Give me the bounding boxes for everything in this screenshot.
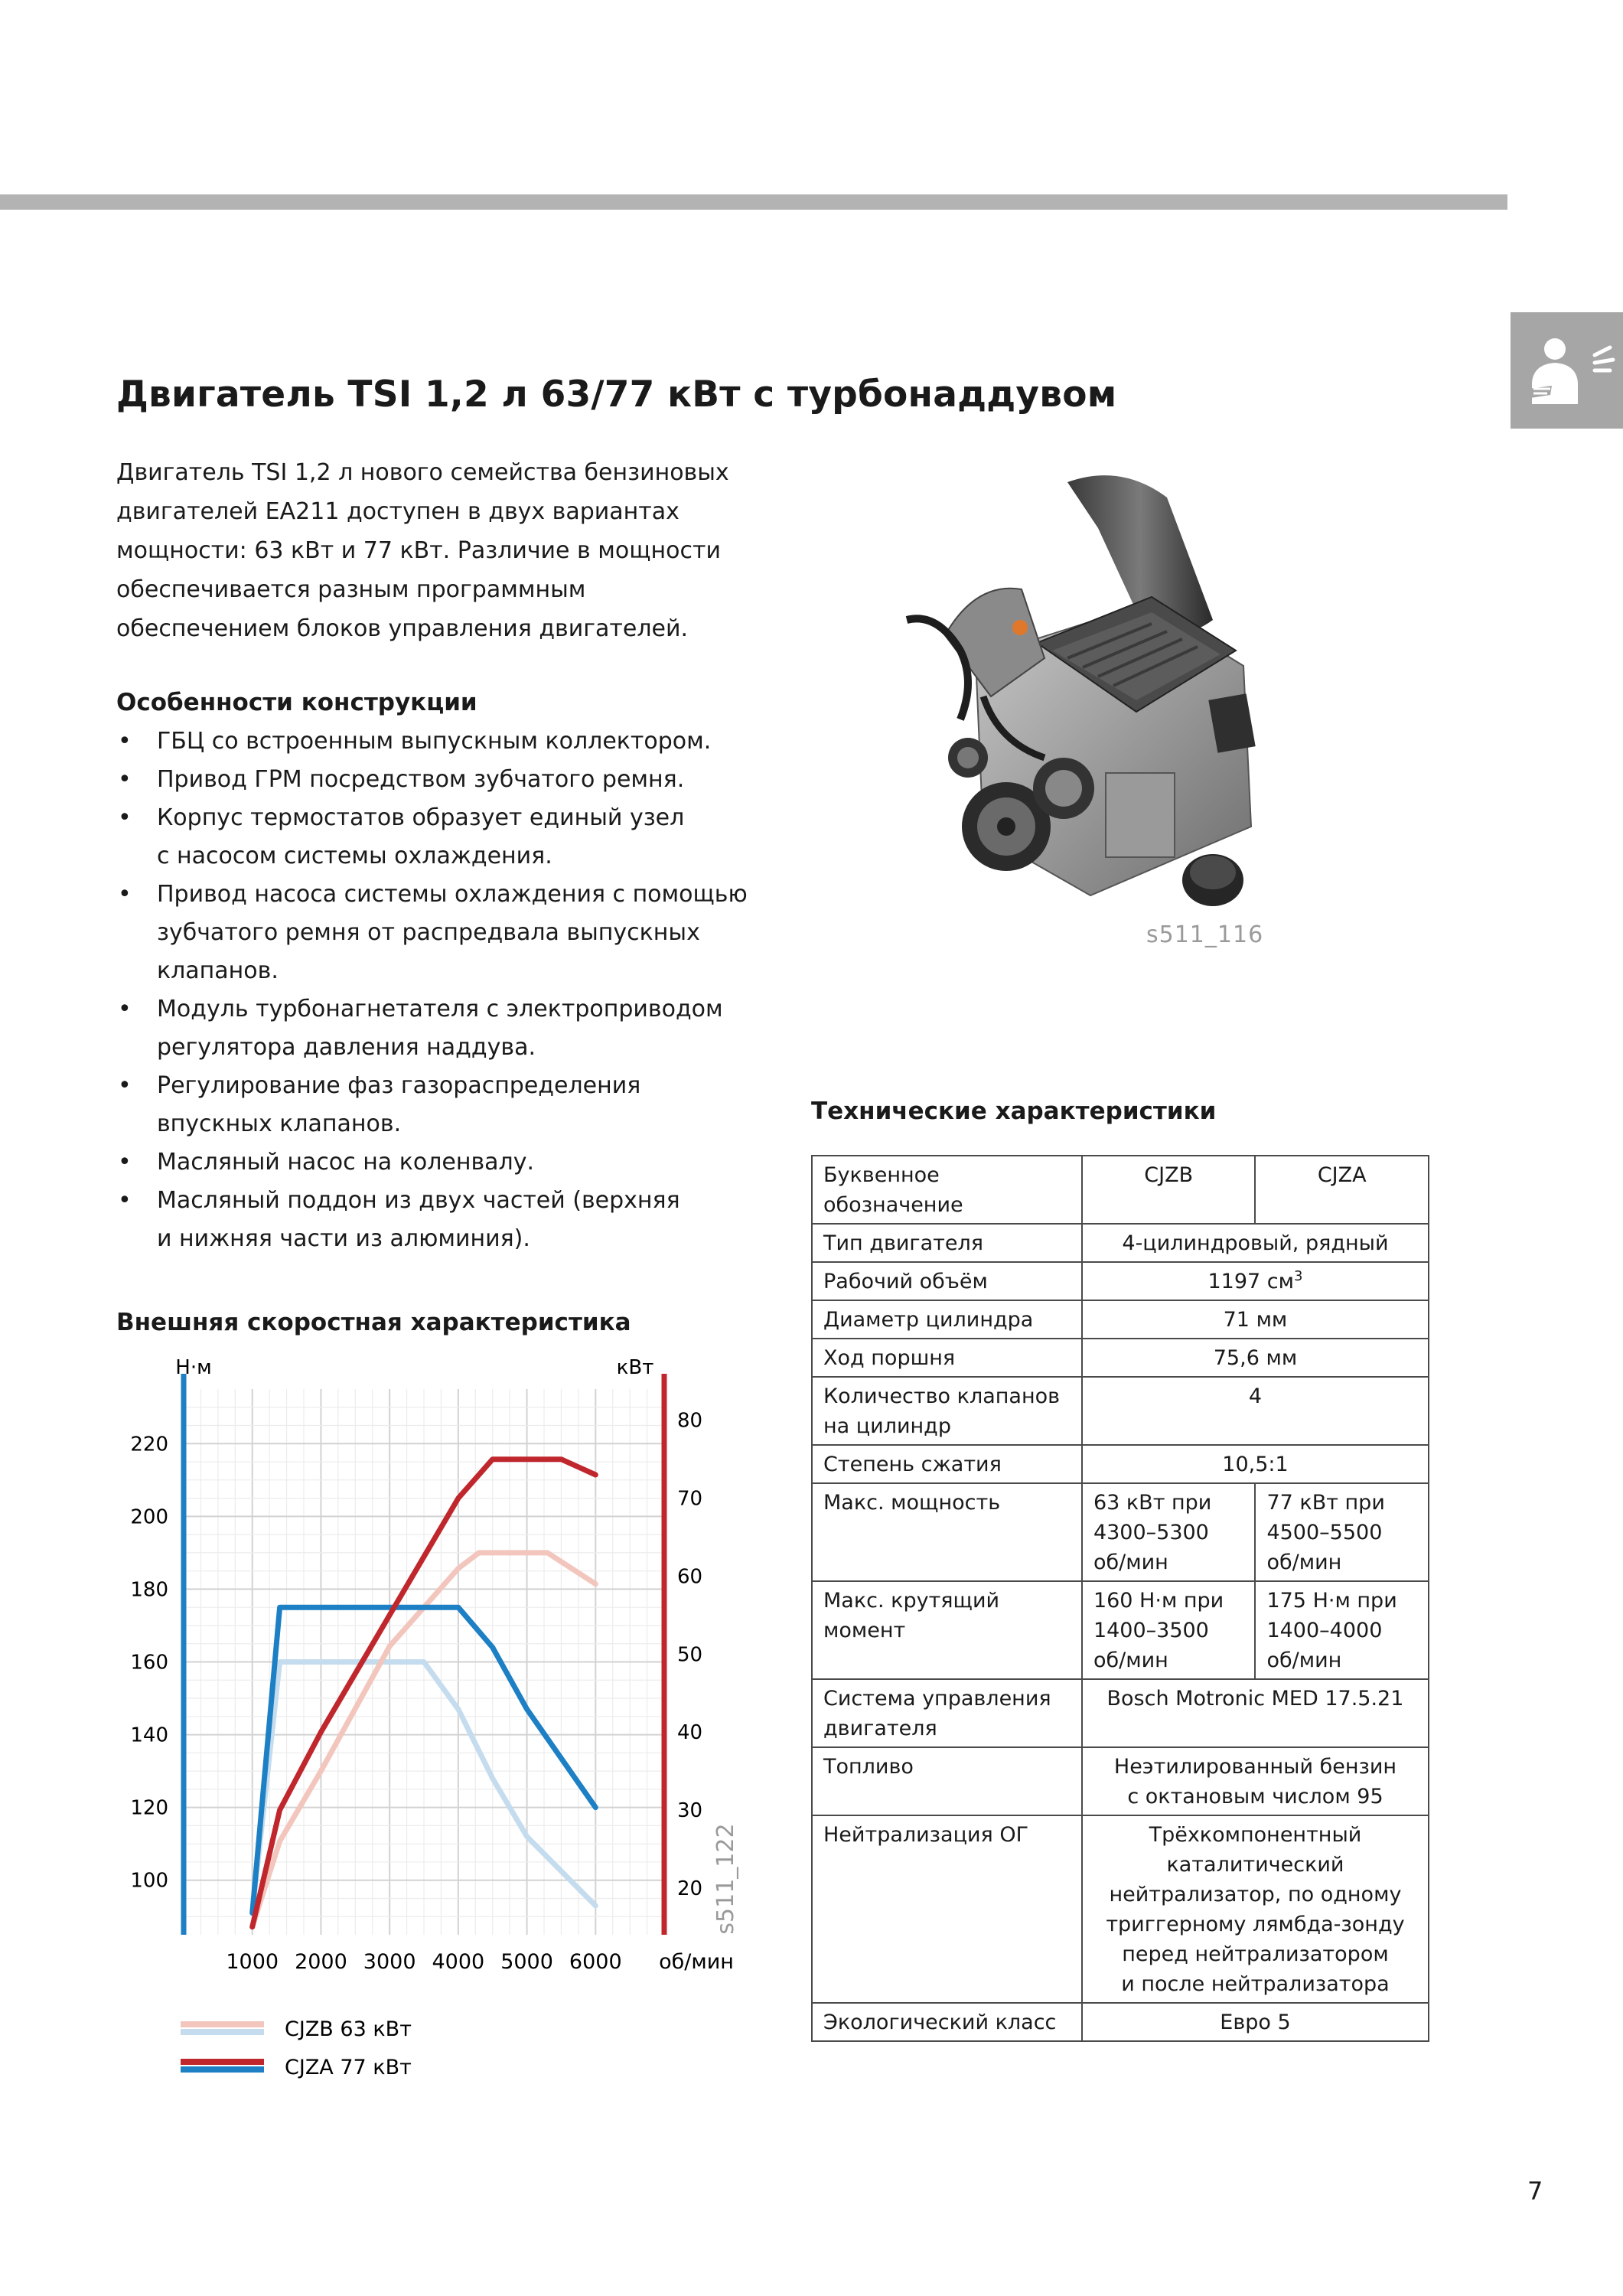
table-cell: Степень сжатия	[812, 1445, 1082, 1483]
list-item-line: клапанов.	[157, 957, 279, 984]
table-cell: Трёхкомпонентный каталитический нейтрализатор, по одному триггерному лямбда-зонду перед нейтрализатором и после нейтрализатора	[1082, 1815, 1429, 2003]
intro-paragraph	[116, 453, 744, 648]
table-cell: 1197 $см^3$	[1082, 1262, 1429, 1300]
section-tab	[1511, 312, 1623, 429]
chart-legend	[181, 2017, 412, 2079]
x-tick-label: 5000	[500, 1950, 553, 1974]
y2-tick-label: 50	[677, 1643, 703, 1667]
list-item-line: • Корпус термостатов образует единый узел	[157, 804, 685, 831]
list-item-line: • Привод насоса системы охлаждения с помощью	[157, 881, 748, 908]
x-tick-label: 6000	[569, 1950, 622, 1974]
list-item-line: регулятора давления наддува.	[157, 1034, 536, 1061]
list-item-line: • ГБЦ со встроенным выпускным коллектором.	[157, 728, 712, 755]
table-cell: Неэтилированный бензин с октановым числом 95	[1082, 1747, 1429, 1815]
y2-tick-label: 40	[677, 1721, 703, 1745]
table-cell: CJZB	[1082, 1156, 1256, 1224]
table-row	[812, 1224, 1429, 1262]
chart-figure-id: s511_122	[712, 1823, 739, 1935]
list-item	[116, 761, 748, 799]
table-cell: Ход поршня	[812, 1339, 1082, 1377]
engine-illustration	[891, 467, 1289, 964]
chart-ticks	[130, 1410, 702, 1974]
y-tick-label: 180	[130, 1578, 168, 1602]
table-cell: Bosch Motronic MED 17.5.21	[1082, 1679, 1429, 1747]
table-row	[812, 2003, 1429, 2041]
page-title: Двигатель TSI 1,2 л 63/77 кВт с турбонаддувом	[116, 373, 1117, 416]
features-heading: Особенности конструкции	[116, 689, 477, 716]
table-row	[812, 1300, 1429, 1339]
y2-tick-label: 70	[677, 1487, 703, 1511]
intro-line: обеспечением блоков управления двигателей.	[116, 615, 688, 642]
table-row	[812, 1339, 1429, 1377]
table-row	[812, 1377, 1429, 1445]
table-cell: Диаметр цилиндра	[812, 1300, 1082, 1339]
table-cell: Экологический класс	[812, 2003, 1082, 2041]
list-item-line: • Привод ГРМ посредством зубчатого ремня.	[157, 766, 685, 793]
x-tick-label: 3000	[363, 1950, 416, 1974]
legend-label-cjza: CJZA 77 кВт	[285, 2056, 412, 2079]
x-tick-label: 1000	[226, 1950, 279, 1974]
y-tick-label: 140	[130, 1724, 168, 1747]
chart-ylabel: Н·м	[175, 1356, 212, 1379]
list-item-line: • Масляный поддон из двух частей (верхняя	[157, 1187, 680, 1214]
table-cell: 63 кВт при 4300–5300 об/мин	[1082, 1483, 1256, 1581]
chart-xlabel: об/мин	[659, 1950, 734, 1974]
table-cell: 175 Н·м при 1400–4000 об/мин	[1255, 1581, 1429, 1679]
list-item-line: зубчатого ремня от распредвала выпускных	[157, 919, 700, 946]
list-item	[116, 1143, 748, 1182]
table-cell: Система управления двигателя	[812, 1679, 1082, 1747]
list-item	[116, 876, 748, 990]
table-cell: 10,5:1	[1082, 1445, 1429, 1483]
chart-heading: Внешняя скоростная характеристика	[116, 1309, 631, 1336]
table-row	[812, 1156, 1429, 1224]
table-cell: 71 мм	[1082, 1300, 1429, 1339]
list-item-line: впускных клапанов.	[157, 1110, 402, 1137]
page-number: 7	[1527, 2177, 1543, 2206]
features-list	[116, 722, 748, 1258]
table-cell: 75,6 мм	[1082, 1339, 1429, 1377]
speed-characteristic-chart	[107, 1347, 750, 2082]
list-item	[116, 1182, 748, 1258]
list-item-line: и нижняя части из алюминия).	[157, 1225, 530, 1252]
table-cell: Количество клапанов на цилиндр	[812, 1377, 1082, 1445]
table-cell: Нейтрализация ОГ	[812, 1815, 1082, 2003]
y-tick-label: 100	[130, 1869, 168, 1893]
table-row	[812, 1483, 1429, 1581]
y-tick-label: 160	[130, 1651, 168, 1675]
top-divider-bar	[0, 194, 1507, 210]
list-item	[116, 799, 748, 876]
table-cell: Топливо	[812, 1747, 1082, 1815]
table-row	[812, 1581, 1429, 1679]
list-item-line: • Модуль турбонагнетателя с электроприводом	[157, 996, 723, 1022]
table-cell: 4-цилиндровый, рядный	[1082, 1224, 1429, 1262]
table-cell: Евро 5	[1082, 2003, 1429, 2041]
person-info-icon	[1511, 312, 1623, 429]
intro-line: двигателей EA211 доступен в двух вариантах	[116, 498, 680, 525]
x-tick-label: 4000	[432, 1950, 485, 1974]
y2-tick-label: 20	[677, 1877, 703, 1900]
table-cell: Рабочий объём	[812, 1262, 1082, 1300]
table-row	[812, 1262, 1429, 1300]
list-item-line: • Регулирование фаз газораспределения	[157, 1072, 641, 1099]
list-item	[116, 990, 748, 1067]
table-cell: 4	[1082, 1377, 1429, 1445]
list-item-line: • Масляный насос на коленвалу.	[157, 1149, 534, 1176]
table-row	[812, 1445, 1429, 1483]
intro-line: обеспечивается разным программным	[116, 576, 586, 603]
y2-tick-label: 30	[677, 1799, 703, 1823]
table-cell: Макс. мощность	[812, 1483, 1082, 1581]
list-item	[116, 1067, 748, 1143]
x-tick-label: 2000	[295, 1950, 347, 1974]
table-cell: Макс. крутящий момент	[812, 1581, 1082, 1679]
table-row	[812, 1747, 1429, 1815]
engine-figure-caption: s511_116	[1146, 921, 1264, 948]
y2-tick-label: 60	[677, 1565, 703, 1589]
table-row	[812, 1815, 1429, 2003]
list-item-line: с насосом системы охлаждения.	[157, 843, 552, 869]
table-cell: CJZA	[1255, 1156, 1429, 1224]
legend-label-cjzb: CJZB 63 кВт	[285, 2017, 412, 2041]
chart-y2label: кВт	[616, 1356, 654, 1379]
spec-table	[811, 1155, 1429, 2042]
table-cell: 77 кВт при 4500–5500 об/мин	[1255, 1483, 1429, 1581]
y2-tick-label: 80	[677, 1409, 703, 1433]
y-tick-label: 120	[130, 1796, 168, 1820]
list-item	[116, 722, 748, 761]
intro-line: мощности: 63 кВт и 77 кВт. Различие в мощности	[116, 537, 721, 564]
table-cell: 160 Н·м при 1400–3500 об/мин	[1082, 1581, 1256, 1679]
table-row	[812, 1679, 1429, 1747]
spec-heading: Технические характеристики	[811, 1097, 1217, 1125]
table-cell: Буквенное обозначение	[812, 1156, 1082, 1224]
y-tick-label: 220	[130, 1433, 168, 1456]
table-cell: Тип двигателя	[812, 1224, 1082, 1262]
intro-line: Двигатель TSI 1,2 л нового семейства бензиновых	[116, 459, 729, 486]
y-tick-label: 200	[130, 1505, 168, 1529]
